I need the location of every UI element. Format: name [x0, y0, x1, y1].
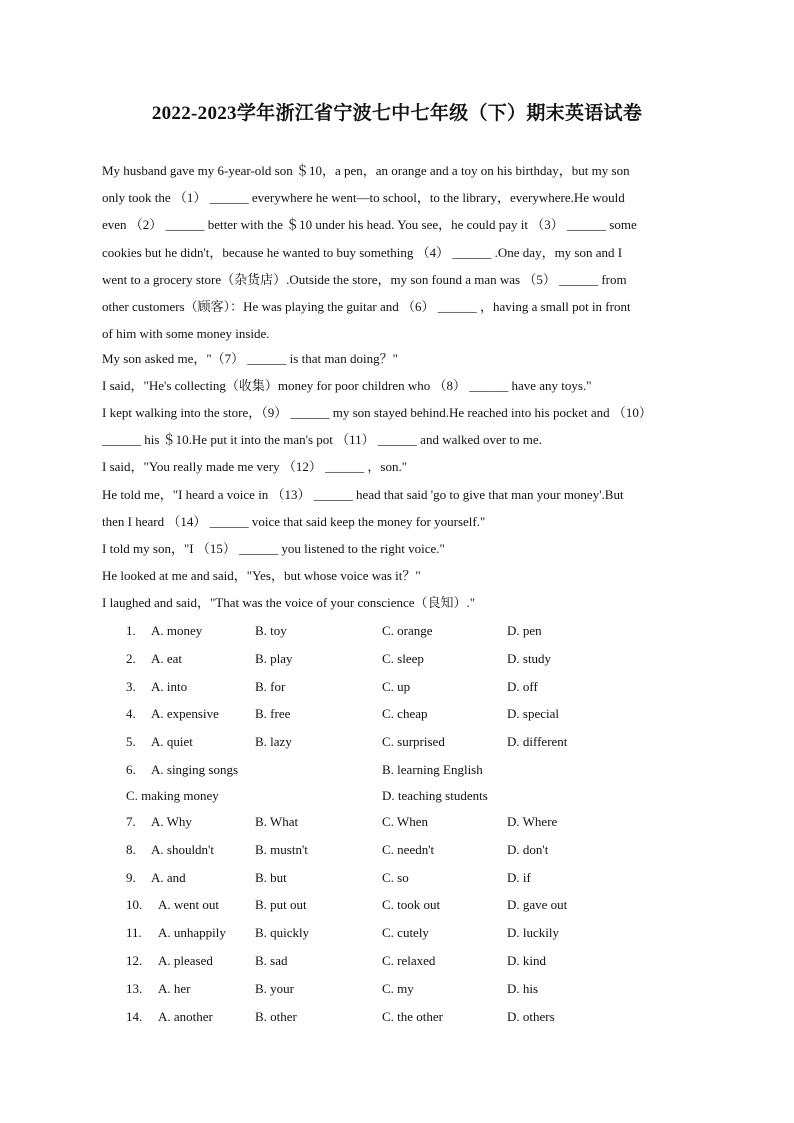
- option-d: D. don't: [507, 841, 549, 857]
- question-number: 12.: [126, 952, 143, 968]
- question-number: 14.: [126, 1008, 143, 1024]
- option-b: B. for: [255, 678, 286, 694]
- option-a: A. unhappily: [158, 925, 226, 941]
- option-b: B. but: [255, 869, 287, 885]
- option-a: A. and: [151, 869, 186, 885]
- option-a: A. went out: [158, 897, 220, 913]
- option-c: C. When: [382, 813, 428, 829]
- option-d: D. if: [507, 869, 531, 885]
- passage-line: My husband gave my 6-year-old son ＄10，a pen，an orange and a toy on his birthday，but my son: [102, 163, 630, 178]
- passage-line: My son asked me，"（7） ______ is that man doing？": [102, 350, 398, 366]
- option-c: C. so: [382, 869, 409, 885]
- option-d: D. luckily: [507, 925, 559, 941]
- passage-line: other customers（顾客）：He was playing the guitar and （6） ______ ，having a small pot in front: [102, 298, 631, 314]
- question-number: 1.: [126, 623, 136, 638]
- option-d: D. others: [507, 1008, 555, 1024]
- option-d: D. his: [507, 980, 539, 996]
- option-b: B. toy: [255, 623, 287, 638]
- option-c: C. took out: [382, 897, 441, 913]
- option-a: A. another: [158, 1008, 213, 1024]
- passage-line: of him with some money inside.: [102, 326, 270, 342]
- option-b: B. sad: [255, 952, 288, 968]
- passage-line: I told my son，"I （15） ______ you listened to the right voice.": [102, 540, 445, 556]
- question-number: 4.: [126, 706, 136, 722]
- option-d: D. pen: [507, 623, 542, 638]
- option-c: C. my: [382, 980, 414, 996]
- question-number: 5.: [126, 734, 136, 750]
- question-number: 3.: [126, 678, 136, 694]
- option-b: B. lazy: [255, 734, 292, 750]
- option-a: A. shouldn't: [151, 841, 215, 857]
- option-b: B. What: [255, 813, 299, 829]
- question-number: 6.: [126, 761, 136, 777]
- passage-line: I said，"You really made me very （12） ______ ，son.": [102, 459, 408, 475]
- passage-line: only took the （1） ______ everywhere he went—to school，to the library，everywhere.He would: [102, 190, 625, 206]
- passage-line: He looked at me and said，"Yes，but whose voice was it？": [102, 568, 421, 584]
- passage-line: He told me，"I heard a voice in （13） ______ head that said 'go to give that man your money'.But: [102, 486, 624, 502]
- question-number: 10.: [126, 897, 143, 913]
- option-c: C. the other: [382, 1008, 444, 1024]
- question-number: 11.: [126, 925, 142, 941]
- exam-title: 2022-2023学年浙江省宁波七中七年级（下）期末英语试卷: [151, 103, 643, 124]
- option-a: A. money: [151, 623, 203, 638]
- option-c: C. cheap: [382, 706, 428, 722]
- option-c: C. needn't: [382, 841, 435, 857]
- option-b: B. other: [255, 1008, 297, 1024]
- passage-line: I laughed and said，"That was the voice of your conscience（良知）.": [102, 595, 476, 611]
- option-d: D. different: [507, 734, 568, 750]
- option-c: C. surprised: [382, 734, 445, 750]
- question-number: 9.: [126, 869, 136, 885]
- question-number: 13.: [126, 980, 143, 996]
- option-c: C. up: [382, 678, 411, 694]
- option-b: B. free: [255, 706, 291, 722]
- option-d: D. gave out: [507, 897, 568, 913]
- option-d: D. off: [507, 678, 538, 694]
- option-d: D. Where: [507, 813, 558, 829]
- option-a: A. eat: [151, 650, 183, 666]
- option-a: A. expensive: [151, 706, 219, 722]
- passage-line: I kept walking into the store，（9） ______ my son stayed behind.He reached into his pocket and （10）: [102, 405, 652, 420]
- option-b: B. mustn't: [255, 841, 308, 857]
- option-b: B. quickly: [255, 925, 310, 941]
- option-c: C. sleep: [382, 650, 424, 666]
- option-c: C. orange: [382, 623, 433, 638]
- option-c: C. cutely: [382, 925, 429, 941]
- option-c: C. making money: [126, 787, 219, 803]
- passage-line: even （2） ______ better with the ＄10 under his head. You see，he could pay it （3） ______ some: [102, 217, 637, 233]
- option-b: B. learning English: [382, 761, 483, 777]
- passage-line: ______ his ＄10.He put it into the man's pot （11） ______ and walked over to me.: [102, 432, 542, 448]
- passage-line: I said，"He's collecting（收集）money for poor children who （8） ______ have any toys.": [102, 377, 592, 393]
- question-number: 2.: [126, 650, 136, 666]
- option-a: A. singing songs: [151, 761, 239, 777]
- option-b: B. play: [255, 650, 293, 666]
- passage-line: went to a grocery store（杂货店）.Outside the store，my son found a man was （5） ______ from: [102, 271, 627, 287]
- option-a: A. Why: [151, 813, 192, 829]
- question-number: 7.: [126, 813, 136, 829]
- option-d: D. kind: [507, 952, 546, 968]
- option-c: C. relaxed: [382, 952, 436, 968]
- option-d: D. study: [507, 650, 552, 666]
- option-d: D. teaching students: [382, 787, 488, 803]
- option-a: A. quiet: [151, 734, 193, 750]
- passage-line: then I heard （14） ______ voice that said keep the money for yourself.": [102, 513, 486, 529]
- option-b: B. your: [255, 980, 294, 996]
- option-d: D. special: [507, 706, 559, 722]
- option-b: B. put out: [255, 897, 307, 913]
- option-a: A. pleased: [158, 952, 213, 968]
- passage-line: cookies but he didn't，because he wanted to buy something （4） ______ .One day，my son and I: [102, 244, 623, 260]
- option-a: A. her: [158, 980, 191, 996]
- question-number: 8.: [126, 841, 136, 857]
- cloze-passage: [102, 160, 702, 620]
- option-a: A. into: [151, 678, 188, 694]
